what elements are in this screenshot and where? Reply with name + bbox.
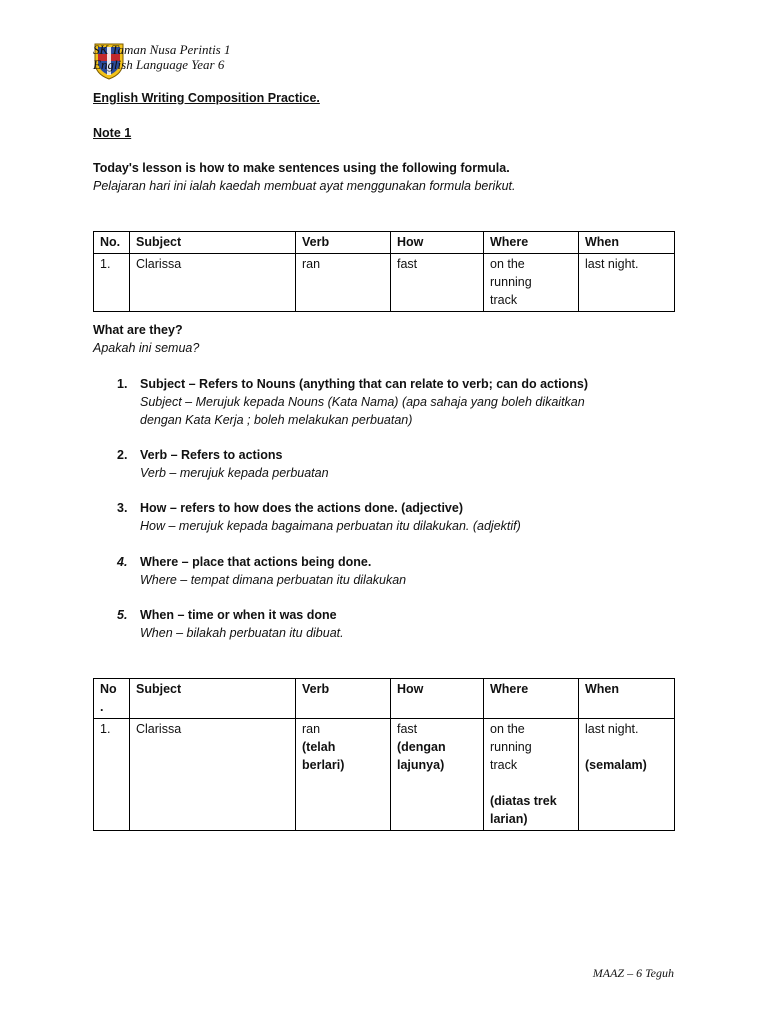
header-how: How [391,232,484,254]
table-header-row [94,679,675,719]
header-how: How [391,679,484,719]
header-where: Where [484,232,579,254]
header-school: SK Taman Nusa Perintis 1 [93,42,231,57]
cell-no: 1. [94,254,130,312]
list-item: 5. When – time or when it was done When – bilakah perbuatan itu dibuat. [117,608,344,640]
question-english: What are they? [93,323,183,337]
list-item: 1. Subject – Refers to Nouns (anything that can relate to verb; can do actions) Subject – Merujuk kepada Nouns (Kata Nama) (apa sahaja yang boleh dikaitkan dengan Kata Kerja ; boleh melakukan perbuatan) [117,377,588,427]
footer-text: MAAZ – 6 Teguh [592,966,674,980]
header-subject: Subject [130,232,296,254]
list-item: 4. Where – place that actions being done. Where – tempat dimana perbuatan itu dilakukan [117,555,407,587]
cell-how: fast [391,254,484,312]
header-no: No . [94,679,130,719]
cell-where: on the running track (diatas trek larian) [484,719,579,831]
formula-table-2 [93,678,675,831]
header-where: Where [484,679,579,719]
cell-verb: ran (telah berlari) [296,719,391,831]
intro-english: Today's lesson is how to make sentences using the following formula. [93,161,510,175]
table-header-row [94,232,675,254]
cell-when: last night. (semalam) [579,719,675,831]
header-subject: Subject [130,679,296,719]
header-subject-year: English Language Year 6 [93,57,225,72]
cell-verb: ran [296,254,391,312]
header-when: When [579,232,675,254]
formula-table-1 [93,231,675,312]
cell-how: fast (dengan lajunya) [391,719,484,831]
cell-subject: Clarissa [130,719,296,831]
note-label: Note 1 [93,126,132,140]
cell-when: last night. [579,254,675,312]
list-item: 3. How – refers to how does the actions done. (adjective) How – merujuk kepada bagaimana perbuatan itu dilakukan. (adjektif) [117,501,521,533]
header-verb: Verb [296,232,391,254]
cell-where: on the running track [484,254,579,312]
question-malay: Apakah ini semua? [93,341,200,355]
cell-no: 1. [94,719,130,831]
list-item: 2. Verb – Refers to actions Verb – merujuk kepada perbuatan [117,448,329,480]
table-row [94,254,675,312]
header-when: When [579,679,675,719]
table-row [94,719,675,831]
page-title: English Writing Composition Practice. [93,91,320,105]
header-verb: Verb [296,679,391,719]
header-no: No. [94,232,130,254]
intro-malay: Pelajaran hari ini ialah kaedah membuat ayat menggunakan formula berikut. [93,179,516,193]
cell-subject: Clarissa [130,254,296,312]
